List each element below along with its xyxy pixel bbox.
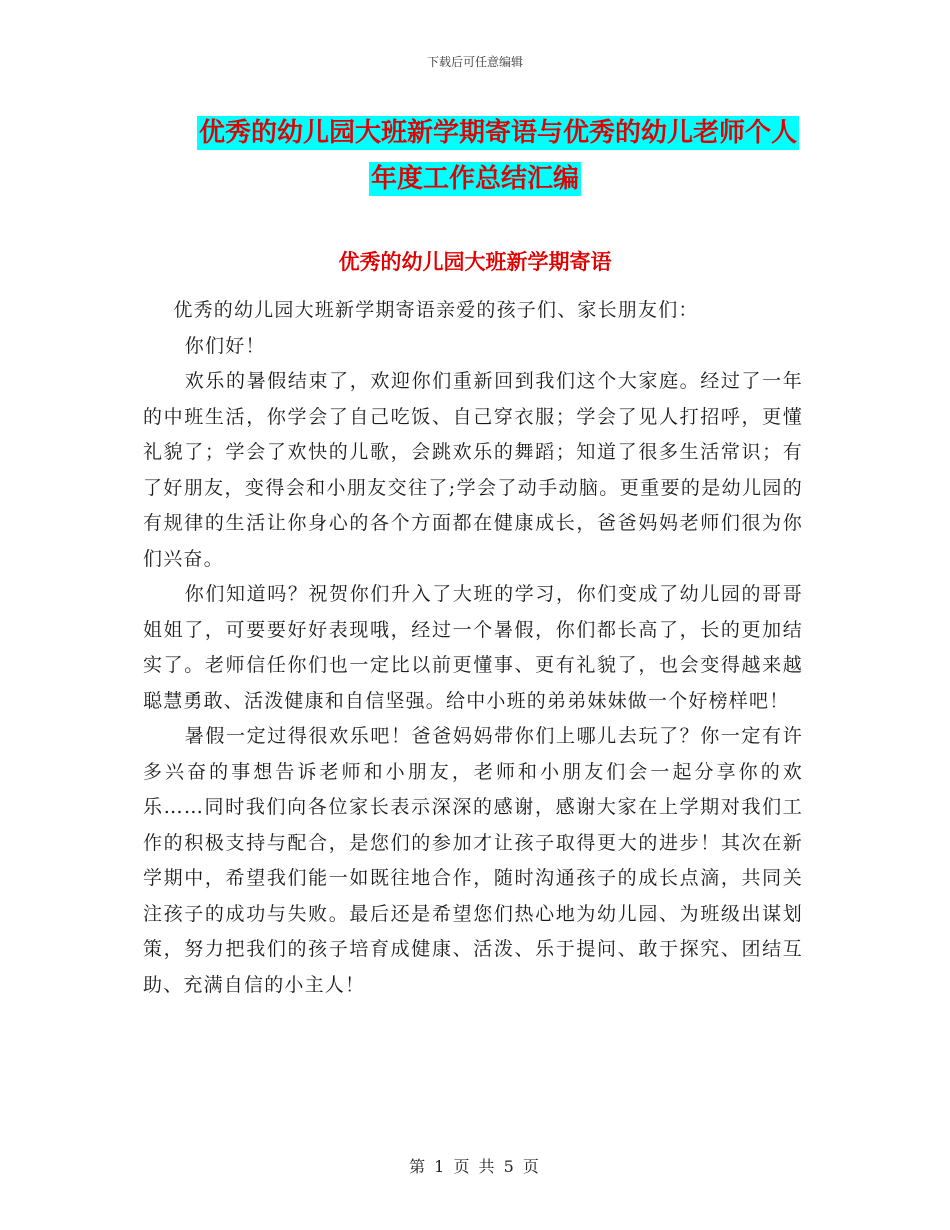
section-title: 优秀的幼儿园大班新学期寄语 xyxy=(338,250,612,274)
title-highlight: 优秀的幼儿园大班新学期寄语与优秀的幼儿老师个人 xyxy=(198,118,797,148)
body-text xyxy=(143,293,803,1003)
paragraph-greeting: 优秀的幼儿园大班新学期寄语亲爱的孩子们、家长朋友们： xyxy=(173,299,699,321)
paragraph-summer-end: 欢乐的暑假结束了，欢迎你们重新回到我们这个大家庭。经过了一年的中班生活，你学会了自己吃饭、自己穿衣服；学会了见人打招呼，更懂礼貌了；学会了欢快的儿歌，会跳欢乐的舞蹈；知道了很多生活常识；有了好朋友，变得会和小朋友交往了;学会了动手动脑。更重要的是幼儿园的有规律的生活让你身心的各个方面都在健康成长，爸爸妈妈老师们很为你们兴奋。 xyxy=(143,370,803,570)
paragraph-thanks: 暑假一定过得很欢乐吧！爸爸妈妈带你们上哪儿去玩了？你一定有许多兴奋的事想告诉老师和小朋友，老师和小朋友们会一起分享你的欢乐……同时我们向各位家长表示深深的感谢，感谢大家在上学期对我们工作的积极支持与配合，是您们的参加才让孩子取得更大的进步！其次在新学期中，希望我们能一如既往地合作，随时沟通孩子的成长点滴，共同关注孩子的成功与失败。最后还是希望您们热心地为幼儿园、为班级出谋划策，努力把我们的孩子培育成健康、活泼、乐于提问、敢于探究、团结互助、充满自信的小主人！ xyxy=(143,725,803,996)
document-title-line-2 xyxy=(0,156,950,202)
paragraph-congratulations: 你们知道吗？祝贺你们升入了大班的学习，你们变成了幼儿园的哥哥姐姐了，可要要好好表现哦，经过一个暑假，你们都长高了，长的更加结实了。老师信任你们也一定比以前更懂事、更有礼貌了，也会变得越来越聪慧勇敢、活泼健康和自信坚强。给中小班的弟弟妹妹做一个好榜样吧！ xyxy=(143,583,803,712)
paragraph-hello: 你们好！ xyxy=(184,334,266,357)
document-title-line-1 xyxy=(46,110,950,156)
document-title xyxy=(0,110,950,202)
title-highlight: 年度工作总结汇编 xyxy=(370,164,579,194)
header-note: 下载后可任意编辑 xyxy=(426,55,523,69)
page-number: 第 1 页 共 5 页 xyxy=(409,1157,541,1176)
